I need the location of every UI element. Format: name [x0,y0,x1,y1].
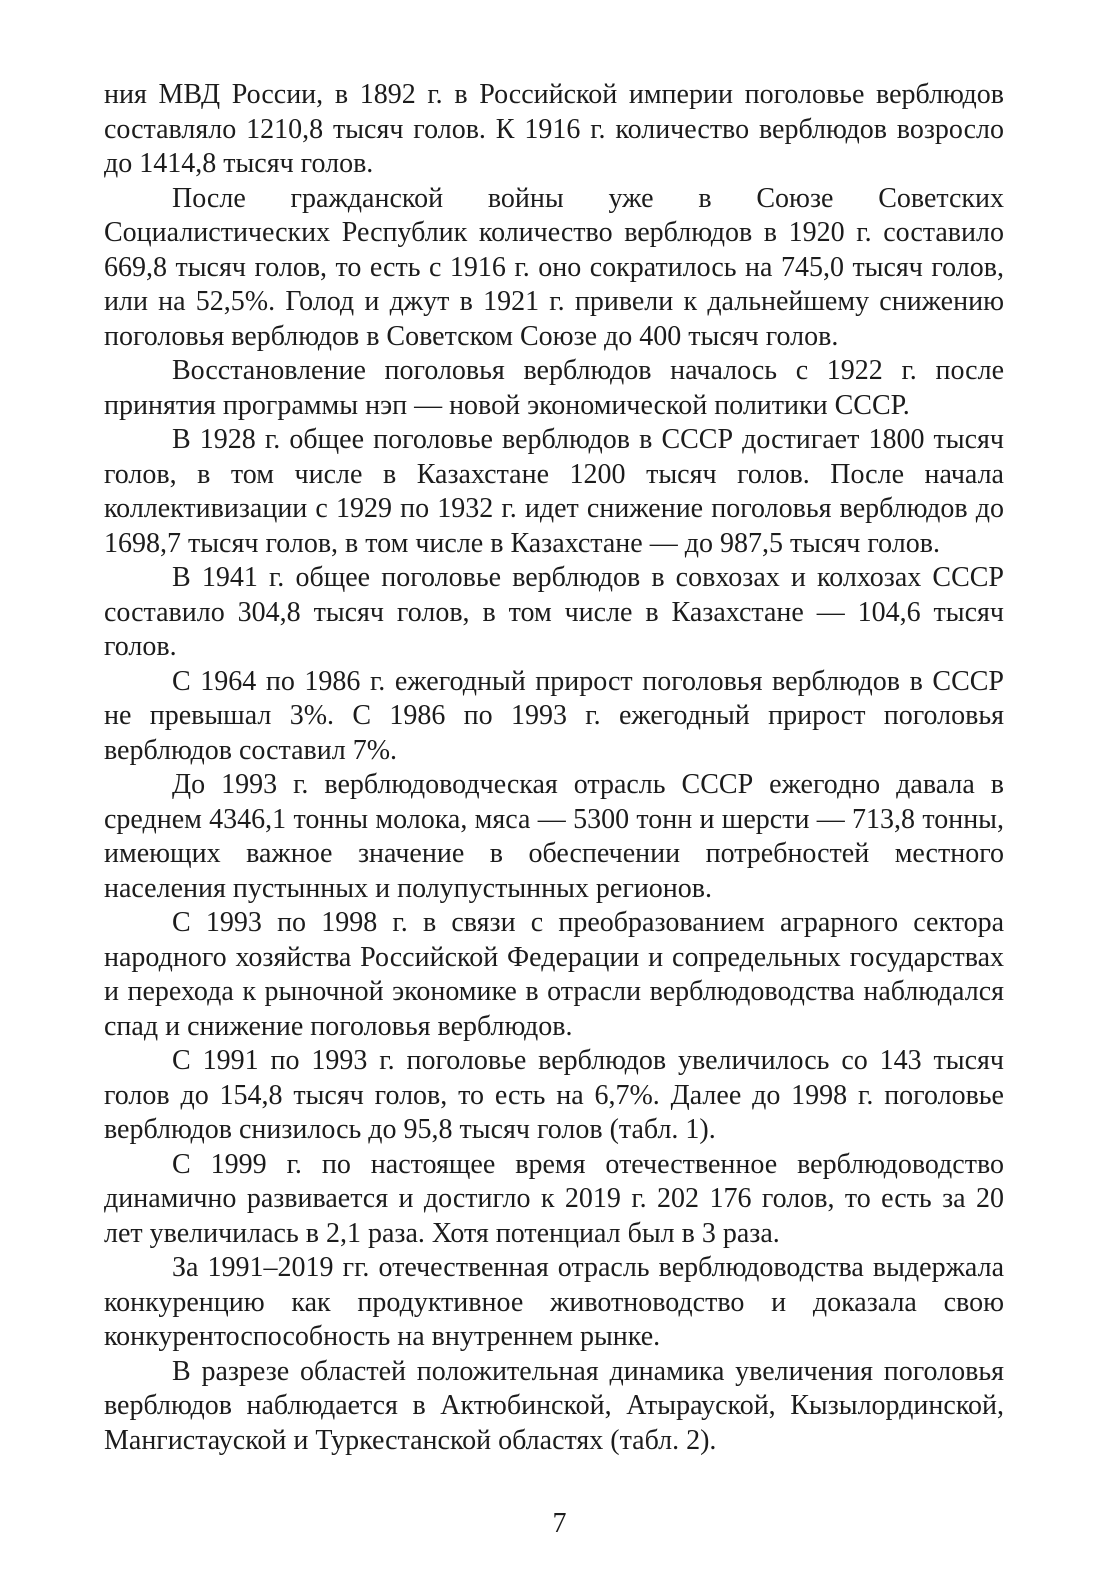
paragraph: С 1991 по 1993 г. поголовье верблюдов увеличилось со 143 тысяч голов до 154,8 тысяч голов, то есть на 6,7%. Далее до 1998 г. поголовье верблюдов снизилось до 95,8 тысяч голов (табл. 1). [104,1045,1004,1145]
paragraph: Восстановление поголовья верблюдов началось с 1922 г. после принятия программы нэп — новой экономической политики СССР. [104,355,1004,421]
paragraph: За 1991–2019 гг. отечественная отрасль верблюдоводства выдержала конкуренцию как продуктивное животноводство и доказала свою конкурентоспособность на внутреннем рынке. [104,1252,1004,1352]
paragraph: С 1964 по 1986 г. ежегодный прирост поголовья верблюдов в СССР не превышал 3%. С 1986 по 1993 г. ежегодный прирост поголовья верблюдов составил 7%. [104,665,1004,766]
paragraph: В 1941 г. общее поголовье верблюдов в совхозах и колхозах СССР составило 304,8 тысяч голов, в том числе в Казахстане — 104,6 тысяч голов. [104,562,1004,662]
paragraph: В 1928 г. общее поголовье верблюдов в СССР достигает 1800 тысяч голов, в том числе в Казахстане 1200 тысяч голов. После начала коллективизации с 1929 по 1932 г. идет снижение поголовья верблюдов до 1698,7 тысяч голов, в том числе в Казахстане — до 987,5 тысяч голов. [104,424,1004,559]
paragraph: С 1993 по 1998 г. в связи с преобразованием аграрного сектора народного хозяйства Российской Федерации и сопредельных государствах и перехода к рыночной экономике в отрасли верблюдоводства наблюдался спад и снижение поголовья верблюдов. [104,907,1004,1042]
page-body [104,78,1004,1458]
paragraph: С 1999 г. по настоящее время отечественное верблюдоводство динамично развивается и достигло к 2019 г. 202 176 голов, то есть за 20 лет увеличилась в 2,1 раза. Хотя потенциал был в 3 раза. [104,1148,1004,1249]
page-number: 7 [552,1508,567,1539]
paragraph-continuation: ния МВД России, в 1892 г. в Российской империи поголовье верблюдов составляло 1210,8 тысяч голов. К 1916 г. количество верблюдов возросло до 1414,8 тысяч голов. [104,79,1004,179]
paragraph: До 1993 г. верблюдоводческая отрасль СССР ежегодно давала в среднем 4346,1 тонны молока, мяса — 5300 тонн и шерсти — 713,8 тонны, имеющих важное значение в обеспечении потребностей местного населения пустынных и полупустынных регионов. [104,769,1004,904]
paragraph: После гражданской войны уже в Союзе Советских Социалистических Республик количество верблюдов в 1920 г. составило 669,8 тысяч голов, то есть с 1916 г. оно сократилось на 745,0 тысяч голов, или на 52,5%. Голод и джут в 1921 г. привели к дальнейшему снижению поголовья верблюдов в Советском Союзе до 400 тысяч голов. [104,182,1004,352]
paragraph: В разрезе областей положительная динамика увеличения поголовья верблюдов наблюдается в Актюбинской, Атырауской, Кызылординской, Мангистауской и Туркестанской областях (табл. 2). [104,1355,1004,1456]
